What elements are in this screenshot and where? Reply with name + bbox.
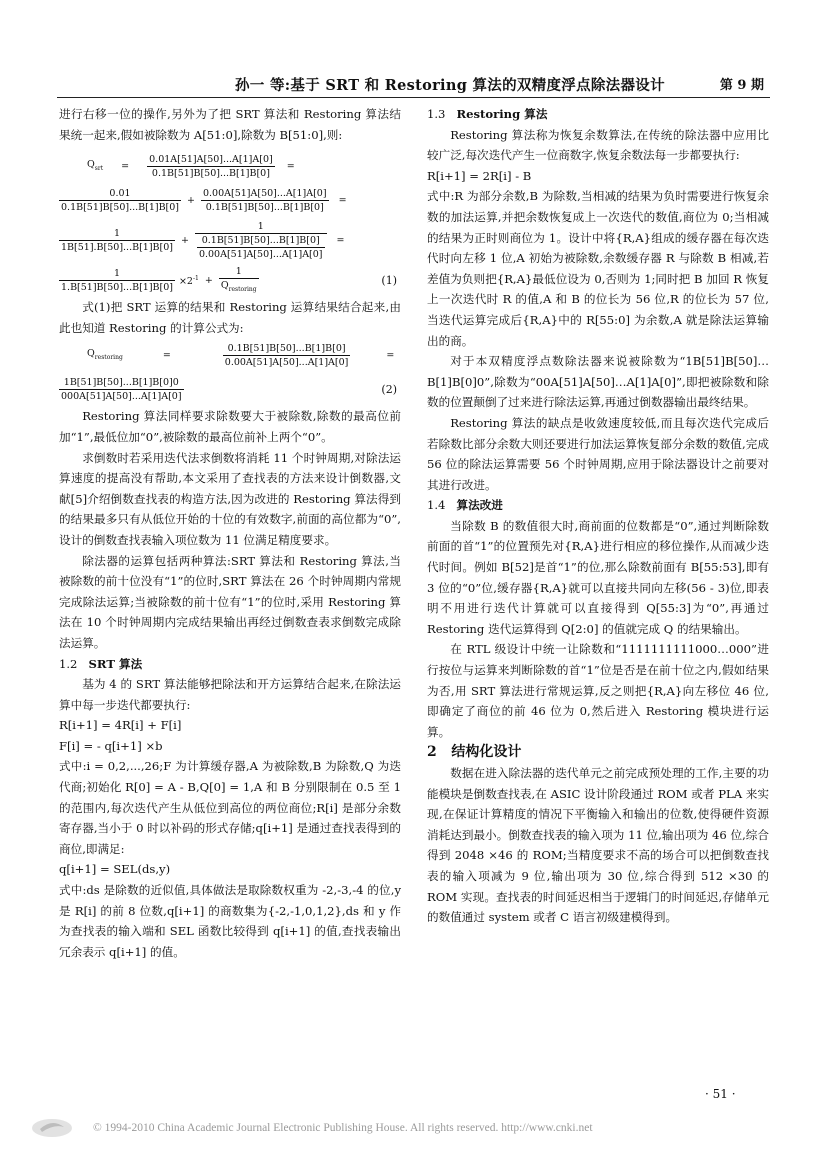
paragraph: Restoring 算法称为恢复余数算法,在传统的除法器中应用比较广泛,每次迭代产生一位商数字,恢复余数法每一步都要执行: [427, 127, 769, 163]
formula: q[i+1] = SEL(ds,y) [59, 862, 171, 877]
fraction: $\frac{1B[51]B[50]...B[1]B[0]0}{000A[51]A[50]...A[1]A[0]}$ [61, 376, 182, 402]
formula: F[i] = - q[i+1] ×b [59, 738, 163, 753]
equation-number: (2) [381, 382, 397, 396]
page-number: · 51 · [705, 1087, 736, 1101]
fraction: $\frac{0.01}{0.1B[51]B[50]...B[1]B[0]}$ [61, 187, 180, 213]
section-heading: 2 结构化设计 [427, 744, 522, 761]
left-column [59, 104, 401, 962]
equation-number: (1) [381, 273, 397, 287]
paragraph: 式中:ds 是除数的近似值,具体做法是取除数权重为 -2,-3,-4 的位,y 是 R[i] 的前 8 位数,q[i+1] 的商数集为{-2,-1,0,1,2},ds 和 y 作为查找表的输入端和 SEL 函数比较得到 q[i+1] 的值,查找表输出冗余表示 q[i+1] 的值。 [59, 883, 401, 959]
running-title: 孙一 等:基于 SRT 和 Restoring 算法的双精度浮点除法器设计 [235, 77, 665, 94]
paragraph: 在 RTL 级设计中统一让除数和“1111111111000…000”进行按位与运算来判断除数的首“1”位是否是在前十位之内,假如结果为否,用 SRT 算法进行常规运算,反之则把{R,A}向左移位 46 位,即确定了商位的前 46 位为 0,然后进入 Restoring 模块进行运算。 [427, 642, 769, 739]
fraction: $\frac{1}{1.B[51]B[50]...B[1]B[0]}$ [61, 267, 173, 293]
equation-1: $Q_{srt}$ = $\frac{0.01A[51]A[50]...A[1]A[0]}{0.1B[51]B[50]...B[1]B[0]}$ = $\frac{0.01}{0.1B[51]B[50]...B[1]B[0]}$ + $\frac{0.00A[51]A[50]...A[1]A[0]}{0.1B[51]B[50]...B[1]B[0]}$ = $\frac{1}{1B[51].B[50]...B[1]B[0]}$ + $\frac{1}{\frac{0.1B[51]B[50]...B[1]B[0]}{0.00A[51]A[50]...A[1]A[0]}}$ = $\frac{1}{1.B[51]B[50]...B[1]B[0]}$ $\times 2^{-1}$ + $\frac{1}{Q_{restoring}}$ (1) [59, 149, 401, 297]
header-rule [57, 97, 770, 98]
paragraph: 数据在进入除法器的迭代单元之前完成预处理的工作,主要的功能模块是倒数查找表,在 ASIC 设计阶段通过 ROM 或者 PLA 来实现,在保证计算精度的情况下平衡输入和输出的位数,使得硬件资源消耗达到最小。倒数查找表的输入项为 11 位,输出项为 46 位,综合得到 2048 ×46 的 ROM;当精度要求不高的场合可以把倒数查找表的输入项减为 9 位,输出项为 30 位,综合得到 512 ×30 的 ROM 实现。查找表的时间延迟相当于逻辑门的时间延迟,存储单元的数值通过 system 或者 C 语言初级建模得到。 [427, 766, 769, 925]
running-header [57, 74, 770, 96]
equation-2: $Q_{restoring}$ = $\frac{0.1B[51]B[50]...B[1]B[0]}{0.00A[51]A[50]...A[1]A[0]}$ = $\frac{1B[51]B[50]...B[1]B[0]0}{000A[51]A[50]...A[1]A[0]}$ (2) [61, 342, 397, 402]
fraction: $\frac{1}{Q_{restoring}}$ [220, 265, 257, 293]
fraction: $\frac{1}{1B[51].B[50]...B[1]B[0]}$ [61, 227, 173, 253]
fraction: $\frac{0.1B[51]B[50]...B[1]B[0]}{0.00A[51]A[50]...A[1]A[0]}$ [224, 342, 349, 368]
cnki-logo-icon [30, 1116, 74, 1140]
paragraph: 求倒数时若采用迭代法求倒数将消耗 11 个时钟周期,对除法运算速度的提高没有帮助,本文采用了查找表的方法来设计倒数器,文献[5]介绍倒数查找表的构造方法,因为改进的 Restoring 算法得到的结果最多只有从低位开始的十位的有效数字,前面的高位都为“0”,设计的倒数查找表输入项位数为 11 位满足精度要求。 [59, 450, 401, 547]
paragraph: 式(1)把 SRT 运算的结果和 Restoring 运算结果结合起来,由此也知道 Restoring 的计算公式为: [59, 300, 401, 335]
paragraph: 对于本双精度浮点数除法器来说被除数为“1B[51]B[50]…B[1]B[0]0”,除数为“00A[51]A[50]…A[1]A[0]”,即把被除数和除数的位置颠倒了过来进行除法运算,再通过倒数器输出最终结果。 [427, 354, 769, 410]
fraction: $\frac{0.01A[51]A[50]...A[1]A[0]}{0.1B[51]B[50]...B[1]B[0]}$ [149, 153, 273, 179]
paragraph: 进行右移一位的操作,另外为了把 SRT 算法和 Restoring 算法结果统一起来,假如被除数为 A[51:0],除数为 B[51:0],则: [59, 107, 401, 142]
paragraph: 除法器的运算包括两种算法:SRT 算法和 Restoring 算法,当被除数的前十位没有“1”的位时,SRT 算法在 26 个时钟周期内常规完成除法运算;当被除数的前十位有“1”的位时,采用 Restoring 算法在 10 个时钟周期内完成结果输出再经过倒数查表求倒数完成除法运算。 [59, 553, 401, 650]
paragraph: 式中:R 为部分余数,B 为除数,当相减的结果为负时需要进行恢复余数的加法运算,并把余数恢复成上一次迭代的数值,商位为 0;当相减的结果为正时则商位为 1。设计中将{R,A}组成的缓存器在每次迭代时向左移 1 位,A 初始为被除数,余数缓存器 R 与除数 B 相减,若差值为负则把{R,A}最低位设为 0,否则为 1;同时把 B 加回 R 恢复上一次迭代时 R 的值,A 和 B 的位长为 56 位,R 的位长为 57 位,当迭代运算完成后{R,A}中的 R[55:0] 为余数,A 就是除法运算输出的商。 [427, 189, 769, 348]
fraction: $\frac{1}{\frac{0.1B[51]B[50]...B[1]B[0]}{0.00A[51]A[50]...A[1]A[0]}}$ [195, 220, 327, 261]
formula: R[i+1] = 2R[i] - B [427, 168, 532, 183]
paragraph: Restoring 算法的缺点是收敛速度较低,而且每次迭代完成后若除数比部分余数大则还要进行加法运算恢复部分余数的数值,完成 56 位的除法运算需要 56 个时钟周期,应用于除法器设计之前要对其进行改进。 [427, 415, 769, 492]
section-heading: 1.3 Restoring 算法 [427, 107, 548, 121]
formula: R[i+1] = 4R[i] + F[i] [59, 718, 182, 733]
right-column [427, 104, 769, 928]
paragraph: Restoring 算法同样要求除数要大于被除数,除数的最高位前加“1”,最低位加“0”,被除数的最高位前补上两个“0”。 [59, 409, 401, 444]
paragraph: 式中:i = 0,2,...,26;F 为计算缓存器,A 为被除数,B 为除数,Q 为迭代商;初始化 R[0] = A - B,Q[0] = 1,A 和 B 分别限制在 0.5 至 1 的范围内,每次迭代产生从低位到高位的两位商位;R[i] 是部分余数寄存器,当小于 0 时以补码的形式存储;q[i+1] 是通过查找表得到的商位,即满足: [59, 759, 401, 856]
copyright-footer: © 1994-2010 China Academic Journal Electronic Publishing House. All rights reserved. http://www.cnki.net [93, 1122, 593, 1134]
issue-label: 第 9 期 [719, 78, 764, 93]
section-heading: 1.4 算法改进 [427, 498, 503, 513]
paragraph: 基为 4 的 SRT 算法能够把除法和开方运算结合起来,在除法运算中每一步迭代都要执行: [59, 677, 401, 712]
paragraph: 当除数 B 的数值很大时,商前面的位数都是“0”,通过判断除数前面的首“1”的位置预先对{R,A}进行相应的移位操作,从而减少迭代时间。例如 B[52]是首“1”的位,那么除数前面有 B[55:53],即有 3 位的“0”位,缓存器{R,A}就可以直接共同向左移(56 - 3)位,即表明不用进行迭代计算就可以直接得到 Q[55:3]为“0”,再通过 Restoring 迭代运算得到 Q[2:0] 的值就完成 Q 的结果输出。 [427, 518, 769, 636]
fraction: $\frac{0.00A[51]A[50]...A[1]A[0]}{0.1B[51]B[50]...B[1]B[0]}$ [202, 187, 327, 213]
section-heading: 1.2 SRT 算法 [59, 656, 143, 671]
eq-lhs: $Q_{srt}$ [87, 158, 104, 172]
